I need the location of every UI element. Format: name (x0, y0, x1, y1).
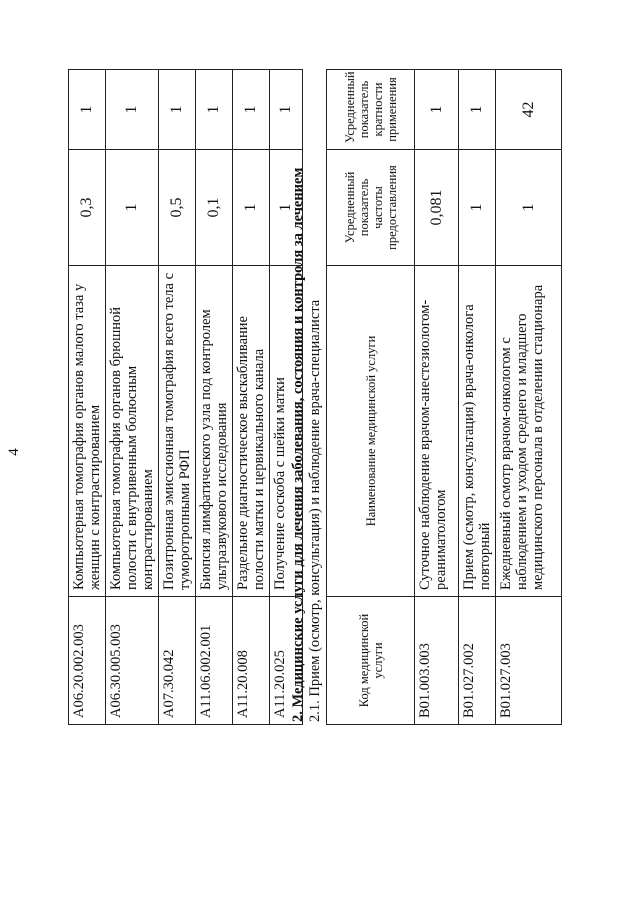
services-table-2 (326, 69, 562, 725)
mult-cell: 1 (159, 70, 196, 150)
code-cell: A11.20.025 (270, 597, 303, 725)
code-cell: B01.027.002 (459, 597, 496, 725)
freq-cell: 0,081 (415, 150, 459, 266)
section-2-heading: 2. Медицинские услуги для лечения заболевания, состояния и контроля за лечением (290, 167, 306, 722)
section-2-1-heading: 2.1. Прием (осмотр, консультация) и наблюдение врача-специалиста (307, 299, 323, 722)
mult-cell: 42 (496, 70, 562, 150)
table-row (415, 70, 459, 725)
freq-cell: 1 (270, 150, 303, 266)
table-row (159, 70, 196, 725)
name-cell: Раздельное диагностическое выскабливание полости матки и цервикального канала (233, 266, 270, 597)
table-row (69, 70, 106, 725)
code-cell: A06.30.005.003 (106, 597, 159, 725)
freq-cell: 1 (233, 150, 270, 266)
table-row (196, 70, 233, 725)
table-header-row (327, 70, 415, 725)
freq-cell: 1 (106, 150, 159, 266)
code-cell: A11.06.002.001 (196, 597, 233, 725)
name-cell: Прием (осмотр, консультация) врача-онколога повторный (459, 266, 496, 597)
mult-cell: 1 (459, 70, 496, 150)
name-cell: Суточное наблюдение врачом-анестезиологом-реаниматологом (415, 266, 459, 597)
mult-cell: 1 (196, 70, 233, 150)
freq-cell: 1 (496, 150, 562, 266)
page-number: 4 (6, 448, 22, 456)
name-cell: Позитронная эмиссионная томография всего тела с туморотропными РФП (159, 266, 196, 597)
name-cell: Компьютерная томография органов малого таза у женщин с контрастированием (69, 266, 106, 597)
name-cell: Компьютерная томография органов брюшной полости с внутривенным болюсным контрастированием (106, 266, 159, 597)
freq-cell: 0,3 (69, 150, 106, 266)
header-name: Наименование медицинской услуги (327, 266, 415, 597)
table-row (459, 70, 496, 725)
name-cell: Ежедневный осмотр врачом-онкологом с наблюдением и уходом среднего и младшего медицинского персонала в отделении стационара (496, 266, 562, 597)
header-freq: Усредненный показатель частоты предоставления (327, 150, 415, 266)
freq-cell: 0,1 (196, 150, 233, 266)
table-row (106, 70, 159, 725)
name-cell: Биопсия лимфатического узла под контролем ультразвукового исследования (196, 266, 233, 597)
mult-cell: 1 (270, 70, 303, 150)
mult-cell: 1 (69, 70, 106, 150)
freq-cell: 0,5 (159, 150, 196, 266)
code-cell: A11.20.008 (233, 597, 270, 725)
mult-cell: 1 (233, 70, 270, 150)
mult-cell: 1 (415, 70, 459, 150)
code-cell: A06.20.002.003 (69, 597, 106, 725)
name-cell: Получение соскоба с шейки матки (270, 266, 303, 597)
header-mult: Усредненный показатель кратности применения (327, 70, 415, 150)
services-table-1 (68, 69, 303, 725)
table-row (233, 70, 270, 725)
code-cell: A07.30.042 (159, 597, 196, 725)
header-code: Код медицинской услуги (327, 597, 415, 725)
mult-cell: 1 (106, 70, 159, 150)
code-cell: B01.027.003 (496, 597, 562, 725)
table-row (496, 70, 562, 725)
freq-cell: 1 (459, 150, 496, 266)
code-cell: B01.003.003 (415, 597, 459, 725)
